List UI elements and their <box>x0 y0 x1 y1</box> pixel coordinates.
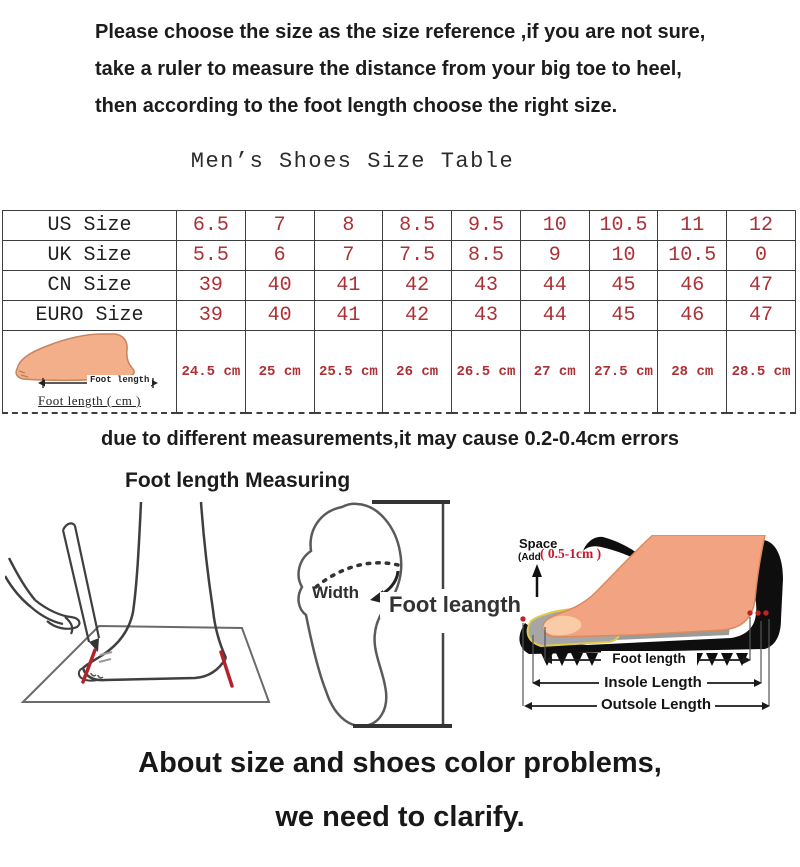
size-cell: 24.5 cm <box>177 331 246 414</box>
size-cell: 10 <box>520 211 589 241</box>
size-cell: 6 <box>245 241 314 271</box>
size-cell: 47 <box>727 301 796 331</box>
row-label: EURO Size <box>3 301 177 331</box>
size-cell: 40 <box>245 271 314 301</box>
size-cell: 12 <box>727 211 796 241</box>
size-table-title: Men’s Shoes Size Table <box>190 149 515 174</box>
add-label: (Add <box>518 552 541 563</box>
size-cell: 39 <box>177 271 246 301</box>
size-table <box>2 210 796 414</box>
table-row-euro <box>3 301 796 331</box>
size-cell: 8 <box>314 211 383 241</box>
table-row-uk <box>3 241 796 271</box>
measurement-error-note: due to different measurements,it may cause 0.2-0.4cm errors <box>100 428 679 450</box>
size-cell: 9.5 <box>452 211 521 241</box>
foot-tracing-sketch-icon <box>5 500 275 735</box>
size-cell: 6.5 <box>177 211 246 241</box>
foot-length-measure-label: Foot length <box>601 651 697 666</box>
space-value-label: ( 0.5-1cm ) <box>540 546 602 561</box>
foot-tracing-illustration <box>5 500 275 735</box>
size-cell: 40 <box>245 301 314 331</box>
size-cell: 10 <box>589 241 658 271</box>
space-label: Space <box>519 536 558 551</box>
row-label: CN Size <box>3 271 177 301</box>
size-cell: 39 <box>177 301 246 331</box>
size-cell: 47 <box>727 271 796 301</box>
foot-length-label: Foot leangth <box>380 592 530 618</box>
size-cell: 44 <box>520 301 589 331</box>
size-cell: 10.5 <box>658 241 727 271</box>
size-cell: 25 cm <box>245 331 314 414</box>
intro-line: take a ruler to measure the distance from your big toe to heel, <box>95 58 682 80</box>
size-cell: 43 <box>452 301 521 331</box>
insole-length-measure-label: Insole Length <box>599 674 707 691</box>
size-cell: 46 <box>658 301 727 331</box>
outsole-length-measure-label: Outsole Length <box>597 696 715 713</box>
size-cell: 5.5 <box>177 241 246 271</box>
intro-line: then according to the foot length choose the right size. <box>95 95 618 117</box>
size-cell: 46 <box>658 271 727 301</box>
size-cell: 8.5 <box>383 211 452 241</box>
size-cell: 10.5 <box>589 211 658 241</box>
intro-text <box>95 14 705 125</box>
closing-line: we need to clarify. <box>275 801 525 833</box>
size-cell: 9 <box>520 241 589 271</box>
size-cell: 7 <box>245 211 314 241</box>
size-cell: 45 <box>589 301 658 331</box>
size-cell: 28.5 cm <box>727 331 796 414</box>
table-row-foot-length <box>3 331 796 414</box>
foot-length-mini-label: Foot length <box>87 375 152 385</box>
size-cell: 7.5 <box>383 241 452 271</box>
size-cell: 42 <box>383 271 452 301</box>
size-cell: 43 <box>452 271 521 301</box>
row-label: UK Size <box>3 241 177 271</box>
measuring-heading: Foot length Measuring <box>125 469 351 492</box>
width-label: Width <box>312 583 360 602</box>
size-cell: 25.5 cm <box>314 331 383 414</box>
size-cell: 41 <box>314 271 383 301</box>
size-cell: 26 cm <box>383 331 452 414</box>
size-cell: 7 <box>314 241 383 271</box>
size-cell: 27 cm <box>520 331 589 414</box>
closing-statement <box>0 736 800 844</box>
size-cell: 11 <box>658 211 727 241</box>
row-label: US Size <box>3 211 177 241</box>
table-row-cn <box>3 271 796 301</box>
size-cell: 8.5 <box>452 241 521 271</box>
closing-line: About size and shoes color problems, <box>138 747 662 779</box>
intro-line: Please choose the size as the size reference ,if you are not sure, <box>95 21 706 43</box>
size-cell: 41 <box>314 301 383 331</box>
foot-length-diagram-cell <box>3 331 177 414</box>
size-cell: 42 <box>383 301 452 331</box>
size-cell: 28 cm <box>658 331 727 414</box>
size-cell: 45 <box>589 271 658 301</box>
table-row-us <box>3 211 796 241</box>
size-cell: 26.5 cm <box>452 331 521 414</box>
size-cell: 27.5 cm <box>589 331 658 414</box>
footprint-illustration <box>285 493 535 738</box>
size-cell: 0 <box>727 241 796 271</box>
shoe-cross-section-illustration <box>515 535 800 730</box>
foot-length-caption: Foot length ( cm ) <box>38 393 141 408</box>
size-cell: 44 <box>520 271 589 301</box>
